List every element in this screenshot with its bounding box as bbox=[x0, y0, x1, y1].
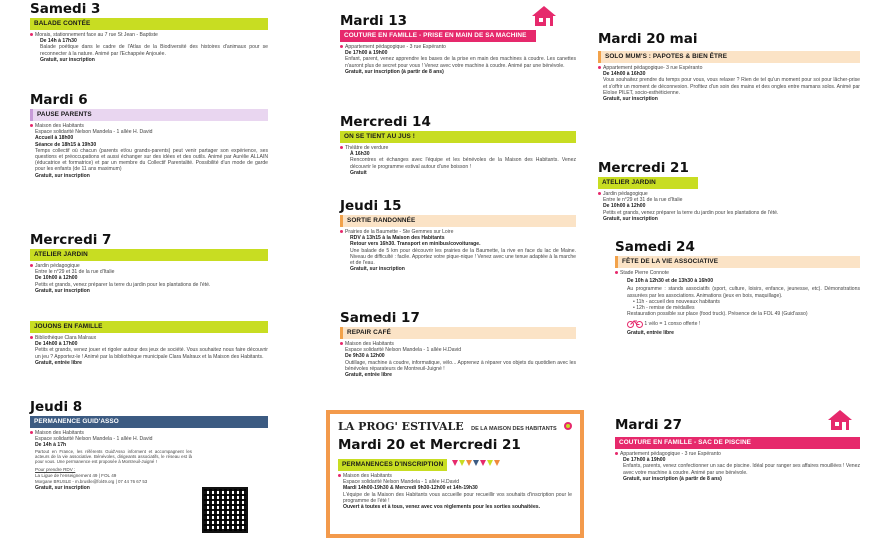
event-location: Théâtre de verdure bbox=[340, 145, 576, 151]
event-location-detail: Entre le n°29 et 31 de la rue d'Italie bbox=[603, 197, 683, 204]
event-mardi-6 bbox=[30, 93, 268, 179]
event-time: De 14h à 17h bbox=[35, 442, 67, 449]
event-info: Gratuit, entrée libre bbox=[35, 359, 82, 366]
event-samedi-24 bbox=[615, 240, 860, 337]
bike-icon bbox=[627, 319, 643, 328]
day-title: Jeudi 8 bbox=[30, 399, 83, 415]
event-description: Une balade de 5 km pour découvrir les prairies de la Baumette, la rive en face du lac de Maine. Niveau de difficulté : facile. Apportez votre pique-nique ! Venez avec une tenue adaptée à la marche et de l'eau. bbox=[350, 247, 576, 267]
day-title: Mercredi 7 bbox=[30, 232, 112, 248]
event-description: Partout en France, les référents Guid'Asso informent et accompagnent les acteurs de la vie associative. Bénévoles, dirigeants associatifs, le réseau est là pour vous. Une permanence est proposée à Montreuil-Juigné ! bbox=[35, 448, 192, 465]
event-time: RDV à 13h15 à la Maison des Habitants bbox=[350, 235, 445, 242]
event-location: Stade Pierre Connote bbox=[615, 270, 860, 276]
prog-brand-sub: DE LA MAISON DES HABITANTS bbox=[471, 426, 557, 432]
event-description: Petits et grands, venez jouer et rigoler autour des jeux de société. Vous souhaitez nous faire découvrir un jeu ? Apportez-le ! Animé par la bibliothèque municipale Clara Malraux et la Maison des Habitants. bbox=[35, 347, 268, 360]
event-title: JOUONS EN FAMILLE bbox=[30, 321, 268, 333]
event-location: Maison des Habitants bbox=[30, 430, 192, 436]
day-title: Mardi 20 mai bbox=[598, 31, 698, 47]
event-title: ON SE TIENT AU JUS ! bbox=[340, 131, 576, 143]
event-time: De 10h00 à 12h00 bbox=[603, 203, 646, 210]
event-description: Outillage, machine à coudre, informatique, vélo... Apprenez à réparer vos objets du quotidien avec les bénévoles réparateurs de Montreuil-Juigné ! bbox=[345, 359, 576, 372]
event-title: PERMANENCES D'INSCRIPTION bbox=[338, 459, 447, 471]
event-title: REPAIR CAFÉ bbox=[340, 327, 576, 339]
event-time: Mardi 14h00-19h30 & Mercredi 9h30-12h00 et 14h-19h30 bbox=[343, 485, 478, 492]
event-title: SORTIE RANDONNÉE bbox=[340, 215, 576, 227]
event-description: Enfants, parents, venez confectionner un sac de piscine. Idéal pour ranger ses affaires mouillées ! Venez avec votre machine à coudre. Animé par une bénévole. bbox=[623, 463, 860, 476]
event-description-extra: Restauration possible sur place (food truck). Présence de la FOL 49 (Guid'asso) bbox=[627, 311, 808, 318]
bike-offer: 1 vélo = 1 conso offerte ! bbox=[644, 321, 701, 328]
event-time: De 14h à 17h30 bbox=[40, 38, 77, 45]
prog-brand: LA PROG' ESTIVALE bbox=[338, 420, 464, 433]
event-time: De 14h00 à 16h30 bbox=[603, 71, 646, 78]
event-info: Gratuit, sur inscription bbox=[40, 56, 95, 63]
event-info: Ouvert à toutes et à tous, venez avec vos règlements pour les sorties souhaitées. bbox=[343, 504, 541, 511]
event-info: Gratuit, sur inscription bbox=[35, 172, 90, 179]
event-samedi-3 bbox=[30, 2, 268, 63]
contact-person: Morgane BRUSLE - m.bruslle@fol49.org | 07 44 76 67 53 bbox=[35, 479, 148, 485]
day-title: Mardi 6 bbox=[30, 92, 88, 108]
event-time: De 9h30 à 12h00 bbox=[345, 353, 385, 360]
event-info: Gratuit, sur inscription (à partir de 8 ans) bbox=[623, 475, 722, 482]
event-title: ATELIER JARDIN bbox=[598, 177, 698, 189]
event-title: PERMANENCE GUID'ASSO bbox=[30, 416, 268, 428]
event-location: Maison des Habitants bbox=[30, 123, 268, 129]
event-description: Rencontres et échanges avec l'équipe et les bénévoles de la Maison des Habitants. Venez découvrir le programme estival autour d'une boisson ! bbox=[350, 157, 576, 170]
event-jouons-en-famille bbox=[30, 320, 268, 366]
event-time: Accueil à 18h00 bbox=[35, 135, 74, 142]
event-info: Gratuit bbox=[350, 169, 367, 176]
event-time: De 14h00 à 17h00 bbox=[35, 341, 78, 348]
event-title: SOLO MUM'S : PAPOTES & BIEN ÊTRE bbox=[598, 51, 860, 63]
event-jeudi-15 bbox=[340, 199, 576, 272]
event-location: Maison des Habitants bbox=[340, 341, 576, 347]
day-title: Samedi 24 bbox=[615, 239, 695, 255]
program-item: • 12h - remise de médailles bbox=[633, 305, 695, 312]
event-mardi-13 bbox=[340, 14, 576, 75]
event-title: COUTURE EN FAMILLE - PRISE EN MAIN DE SA MACHINE bbox=[340, 30, 536, 42]
event-location-detail: Espace solidarité Nelson Mandela - 1 allée H.David bbox=[343, 479, 460, 486]
event-title: FÊTE DE LA VIE ASSOCIATIVE bbox=[615, 256, 860, 268]
event-samedi-17 bbox=[340, 311, 576, 378]
event-description: Balade poétique dans le cadre de l'Atlas de la Biodiversité des histoires d'animaux pour se reconnecter à la nature. Animé par l'Echappée Anjouée. bbox=[40, 44, 268, 57]
day-title: Mercredi 14 bbox=[340, 114, 431, 130]
day-title: Mardi 27 bbox=[615, 417, 682, 433]
event-time: À 16h30 bbox=[350, 151, 370, 158]
day-title: Mercredi 21 bbox=[598, 160, 689, 176]
event-info: Gratuit, sur inscription bbox=[603, 96, 658, 103]
event-info: Gratuit, sur inscription bbox=[350, 266, 405, 273]
prog-estivale-box bbox=[326, 410, 584, 538]
event-location-detail: Espace solidarité Nelson Mandela - 1 allée H. David bbox=[35, 436, 153, 443]
event-description: Vous souhaitez prendre du temps pour vous, vous relaxer ? Rien de tel qu'un moment pour soi pour lâcher-prise et s'offrir un moment de déconnexion. Profitez d'un soin des mains et des ongles entre mamans solos. Animé par Eloïse PILET, socio-esthéticienne. bbox=[603, 77, 860, 96]
event-description: Enfant, parent, venez apprendre les bases de la prise en main des machines à coudre. Les canettes n'auront plus de secret pour vous ! Venez avec votre machine à coudre. Animé par une bénévole. bbox=[345, 56, 576, 69]
event-location-detail: Entre le n°29 et 31 de la rue d'Italie bbox=[35, 269, 115, 276]
event-description: Au programme : stands associatifs (sport, culture, loisirs, enfance, jeunesse, etc). Démonstrations assurées par les associations. Animations (jeux en bois, maquillage). bbox=[627, 286, 860, 299]
event-location-detail: Espace solidarité Nelson Mandela - 1 allée H. David bbox=[35, 129, 153, 136]
event-description: L'équipe de la Maison des Habitants vous accueille pour recueillir vos souhaits d'inscription pour le programme de l'été ! bbox=[343, 491, 572, 504]
event-description: Petits et grands, venez préparer la terre du jardin pour les plantations de l'été. bbox=[35, 281, 211, 288]
qr-code-icon[interactable] bbox=[202, 487, 248, 533]
sun-icon bbox=[563, 421, 573, 431]
event-location: Morais, stationnement face au 7 rue St Jean - Baptiste bbox=[30, 32, 268, 38]
day-title: Samedi 17 bbox=[340, 310, 420, 326]
event-mercredi-7 bbox=[30, 233, 268, 294]
event-title: PAUSE PARENTS bbox=[30, 109, 268, 121]
bunting-icon bbox=[452, 453, 501, 470]
event-jeudi-8 bbox=[30, 400, 268, 492]
event-time: De 17h00 à 19h00 bbox=[345, 50, 388, 57]
contact-label: Pour prendre RDV : bbox=[35, 466, 76, 472]
event-location: Jardin pédagogique bbox=[598, 191, 860, 197]
event-location: Bibliothèque Clara Malraux bbox=[30, 335, 268, 341]
day-title: Mardi 20 et Mercredi 21 bbox=[338, 437, 521, 453]
event-time: De 10h à 12h30 et de 13h30 à 16h00 bbox=[627, 278, 714, 285]
event-location: Prairies de la Baumette - Ste Gemmes sur Loire bbox=[340, 229, 576, 235]
event-mercredi-14 bbox=[340, 115, 576, 176]
event-info: Gratuit, sur inscription bbox=[603, 215, 658, 222]
event-info: Gratuit, entrée libre bbox=[627, 330, 674, 337]
event-time: De 10h00 à 12h00 bbox=[35, 275, 78, 282]
event-info: Gratuit, sur inscription (à partir de 8 ans) bbox=[345, 68, 444, 75]
event-time: De 17h00 à 19h00 bbox=[623, 457, 666, 464]
event-description: Temps collectif où chacun (parents et/ou grands-parents) peut venir partager son expérience, ses questions et préoccupations et aussi échanger sur des idées et des outils. Animé par Aurélie ALLAIN (éducatrice et formatrice) et par un membre du Collectif Parentalité. Possibilité d'un mode de garde pour les enfants (de 11 ans maximum) bbox=[35, 147, 268, 173]
event-description: Petits et grands, venez préparer la terre du jardin pour les plantations de l'été. bbox=[603, 209, 779, 216]
day-title: Mardi 13 bbox=[340, 13, 407, 29]
event-info: Gratuit, sur inscription bbox=[35, 287, 90, 294]
event-location-detail: Espace solidarité Nelson Mandela - 1 allée H.David bbox=[345, 347, 462, 354]
event-transport: Retour vers 16h30. Transport en minibus/covoiturage. bbox=[350, 241, 481, 248]
event-title: ATELIER JARDIN bbox=[30, 249, 268, 261]
event-location: Jardin pédagogique bbox=[30, 263, 268, 269]
event-location: Maison des Habitants bbox=[338, 473, 572, 479]
event-location: Appartement pédagogique - 3 rue Espéranto bbox=[340, 44, 576, 50]
day-title: Samedi 3 bbox=[30, 1, 101, 17]
event-info: Gratuit, sur inscription bbox=[35, 485, 90, 492]
event-mardi-20-mai bbox=[598, 32, 860, 102]
event-title: COUTURE EN FAMILLE - SAC DE PISCINE bbox=[615, 437, 860, 449]
event-location: Appartement pédagogique - 3 rue Espéranto bbox=[615, 451, 860, 457]
event-mardi-27 bbox=[615, 418, 860, 482]
contact-org: La Ligue de l'enseignement 49 | FOL 49 bbox=[35, 473, 117, 479]
event-location: Appartement pédagogique- 3 rue Espéranto bbox=[598, 65, 860, 71]
event-mercredi-21 bbox=[598, 161, 860, 222]
event-info: Gratuit, entrée libre bbox=[345, 372, 392, 379]
day-title: Jeudi 15 bbox=[340, 198, 402, 214]
program-item: • 11h - accueil des nouveaux habitants bbox=[633, 298, 720, 305]
event-title: BALADE CONTÉE bbox=[30, 18, 268, 30]
event-time-session: Séance de 18h15 à 19h30 bbox=[35, 141, 97, 148]
